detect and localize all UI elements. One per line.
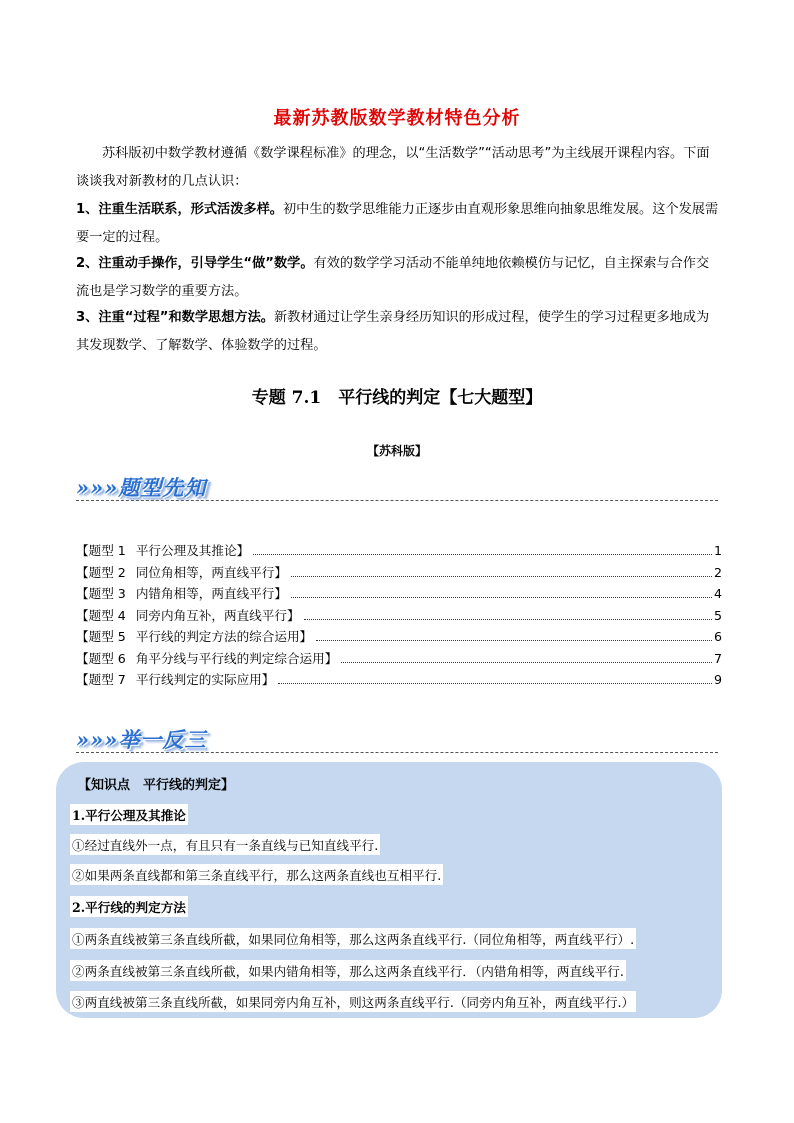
toc-entry-1[interactable]	[76, 540, 722, 562]
point-2-lead: 2、注重动手操作，引导学生“做”数学。	[76, 256, 314, 271]
document-title: 最新苏教版数学教材特色分析	[273, 108, 521, 129]
knowledge-item-3: ①两条直线被第三条直线所截，如果同位角相等，那么这两条直线平行.（同位角相等，两直线平行）.	[70, 928, 636, 949]
toc-tag: 【题型 6	[76, 650, 126, 666]
toc-leader	[278, 683, 712, 684]
toc-tag: 【题型 1	[76, 543, 126, 558]
toc-leader	[316, 640, 712, 641]
toc-leader	[253, 554, 712, 555]
toc-label: 同位角相等，两直线平行】	[135, 564, 287, 580]
point-1-body: 初中生的数学思维能力正逐步由直观形象思维向抽象思维发展。这个发展需要一定的过程。	[76, 202, 719, 245]
toc-page-number: 9	[713, 672, 722, 687]
toc-label: 内错角相等，两直线平行】	[135, 586, 287, 601]
toc-label: 同旁内角互补，两直线平行】	[135, 607, 300, 623]
point-1	[76, 196, 722, 252]
knowledge-item-2: ②如果两条直线都和第三条直线平行，那么这两条直线也互相平行.	[70, 864, 443, 885]
toc-page-number: 6	[713, 629, 722, 644]
banner-divider-1	[76, 500, 718, 501]
knowledge-item-1: ①经过直线外一点，有且只有一条直线与已知直线平行.	[70, 834, 380, 855]
point-3	[76, 304, 722, 360]
toc-leader	[341, 662, 712, 663]
toc-leader	[291, 597, 712, 598]
edition-label: 【苏科版】	[366, 444, 427, 458]
toc-entry-5[interactable]	[76, 626, 722, 648]
banner-divider-2	[76, 752, 718, 753]
toc-entry-4[interactable]	[76, 605, 722, 627]
toc-tag: 【题型 2	[76, 564, 126, 580]
toc-entry-3[interactable]	[76, 583, 722, 605]
point-3-lead: 3、注重“过程”和数学思想方法。	[76, 310, 274, 325]
toc-page-number: 1	[713, 543, 722, 558]
intro-paragraph: 苏科版初中数学教材遵循《数学课程标准》的理念，以“生活数学”“活动思考”为主线展开课程内容。下面谈谈我对新教材的几点认识：	[76, 146, 710, 189]
toc-label: 角平分线与平行线的判定综合运用】	[135, 650, 338, 666]
toc-tag: 【题型 5	[76, 629, 126, 644]
toc-leader	[291, 576, 712, 577]
toc-page-number: 5	[713, 607, 722, 623]
toc-page-number: 7	[713, 650, 722, 666]
knowledge-item-4: ②两条直线被第三条直线所截，如果内错角相等，那么这两条直线平行．（内错角相等，两直线平行.	[70, 960, 626, 981]
point-1-lead: 1、注重生活联系，形式活泼多样。	[76, 202, 283, 217]
toc-tag: 【题型 4	[76, 607, 126, 623]
knowledge-item-5: ③两直线被第三条直线所截，如果同旁内角互补，则这两条直线平行.（同旁内角互补，两直线平行.）	[70, 991, 636, 1012]
toc-entry-2[interactable]	[76, 562, 722, 584]
toc-label: 平行线判定的实际应用】	[135, 672, 275, 687]
knowledge-subheading-2: 2.平行线的判定方法	[70, 896, 188, 917]
toc-tag: 【题型 7	[76, 672, 126, 687]
toc-page-number: 4	[713, 586, 722, 601]
toc-entry-7[interactable]	[76, 669, 722, 691]
knowledge-panel	[56, 762, 722, 1018]
point-2	[76, 250, 722, 306]
knowledge-heading: 【知识点 平行线的判定】	[78, 778, 235, 793]
toc-page-number: 2	[713, 564, 722, 580]
toc-label: 平行线的判定方法的综合运用】	[135, 629, 313, 644]
toc-label: 平行公理及其推论】	[135, 543, 250, 558]
knowledge-subheading-1: 1.平行公理及其推论	[70, 804, 188, 825]
banner-practice: »»»举一反三	[76, 727, 207, 752]
section-title: 专题 7.1 平行线的判定【七大题型】	[251, 388, 543, 408]
toc-tag: 【题型 3	[76, 586, 126, 601]
toc-leader	[304, 619, 712, 620]
point-2-body: 有效的数学学习活动不能单纯地依赖模仿与记忆，自主探索与合作交流也是学习数学的重要方法。	[76, 256, 710, 299]
table-of-contents	[76, 540, 722, 691]
point-3-body: 新教材通过让学生亲身经历知识的形成过程，使学生的学习过程更多地成为其发现数学、了解数学、体验数学的过程。	[76, 310, 710, 353]
toc-entry-6[interactable]	[76, 648, 722, 670]
banner-question-types: »»»题型先知	[76, 475, 207, 500]
